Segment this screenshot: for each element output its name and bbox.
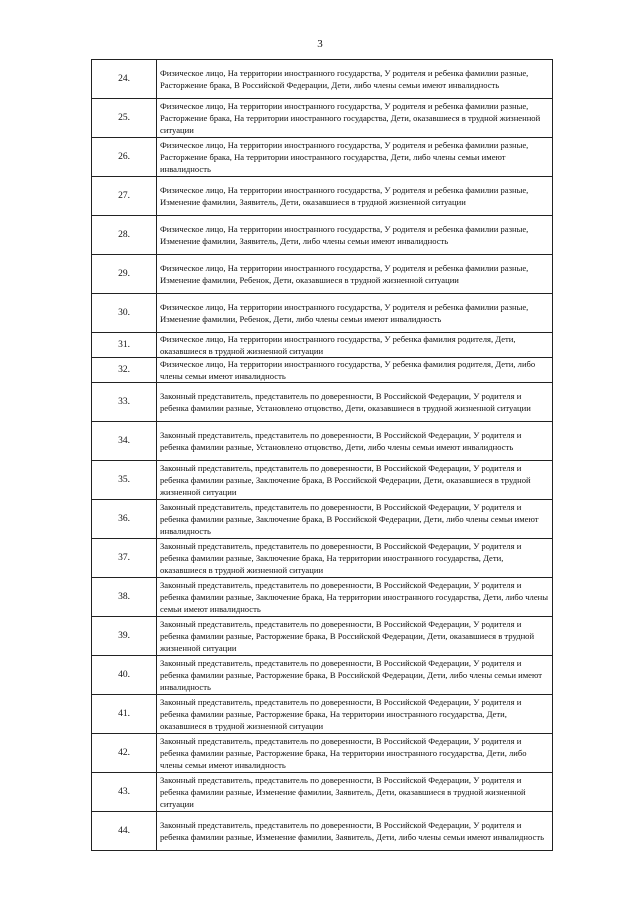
- row-text: Законный представитель, представитель по доверенности, В Российской Федерации, У родителя и ребенка фамилии разные, Установлено отцовство, Дети, оказавшиеся в трудной жизненной ситуации: [157, 383, 553, 422]
- table-row: [92, 358, 553, 383]
- row-text: Законный представитель, представитель по доверенности, В Российской Федерации, У родителя и ребенка фамилии разные, Расторжение брака, В Российской Федерации, Дети, оказавшиеся в трудной жизненной ситуации: [157, 617, 553, 656]
- row-number: 29.: [92, 255, 157, 294]
- row-text: Физическое лицо, На территории иностранного государства, У родителя и ребенка фамилии разные, Изменение фамилии, Ребенок, Дети, либо члены семьи имеют инвалидность: [157, 294, 553, 333]
- row-text: Физическое лицо, На территории иностранного государства, У ребенка фамилия родителя, Дети, оказавшиеся в трудной жизненной ситуации: [157, 333, 553, 358]
- row-number: 35.: [92, 461, 157, 500]
- table-row: [92, 422, 553, 461]
- row-number: 44.: [92, 812, 157, 851]
- row-text: Физическое лицо, На территории иностранного государства, У родителя и ребенка фамилии разные, Расторжение брака, На территории иностранного государства, Дети, либо члены семьи имеют инвалидность: [157, 138, 553, 177]
- row-number: 39.: [92, 617, 157, 656]
- table-row: [92, 500, 553, 539]
- row-text: Физическое лицо, На территории иностранного государства, У родителя и ребенка фамилии разные, Расторжение брака, В Российской Федерации, Дети, либо члены семьи имеют инвалидность: [157, 60, 553, 99]
- row-number: 25.: [92, 99, 157, 138]
- table-row: [92, 294, 553, 333]
- row-text: Физическое лицо, На территории иностранного государства, У родителя и ребенка фамилии разные, Изменение фамилии, Ребенок, Дети, оказавшиеся в трудной жизненной ситуации: [157, 255, 553, 294]
- table-row: [92, 812, 553, 851]
- table-row: [92, 617, 553, 656]
- row-number: 37.: [92, 539, 157, 578]
- row-number: 31.: [92, 333, 157, 358]
- row-text: Законный представитель, представитель по доверенности, В Российской Федерации, У родителя и ребенка фамилии разные, Установлено отцовство, Дети, либо члены семьи имеют инвалидность: [157, 422, 553, 461]
- table-row: [92, 695, 553, 734]
- table-row: [92, 578, 553, 617]
- row-text: Законный представитель, представитель по доверенности, В Российской Федерации, У родителя и ребенка фамилии разные, Расторжение брака, На территории иностранного государства, Дети, оказавшиеся в трудной жизненной ситуации: [157, 695, 553, 734]
- row-text: Физическое лицо, На территории иностранного государства, У родителя и ребенка фамилии разные, Изменение фамилии, Заявитель, Дети, либо члены семьи имеют инвалидность: [157, 216, 553, 255]
- row-number: 32.: [92, 358, 157, 383]
- row-number: 36.: [92, 500, 157, 539]
- row-number: 38.: [92, 578, 157, 617]
- row-text: Законный представитель, представитель по доверенности, В Российской Федерации, У родителя и ребенка фамилии разные, Изменение фамилии, Заявитель, Дети, оказавшиеся в трудной жизненной ситуации: [157, 773, 553, 812]
- row-number: 41.: [92, 695, 157, 734]
- row-text: Законный представитель, представитель по доверенности, В Российской Федерации, У родителя и ребенка фамилии разные, Заключение брака, В Российской Федерации, Дети, либо члены семьи имеют инвалидность: [157, 500, 553, 539]
- table-row: [92, 383, 553, 422]
- table-row: [92, 461, 553, 500]
- row-number: 40.: [92, 656, 157, 695]
- table-row: [92, 773, 553, 812]
- row-number: 27.: [92, 177, 157, 216]
- row-number: 34.: [92, 422, 157, 461]
- document-table: [91, 59, 553, 851]
- row-number: 30.: [92, 294, 157, 333]
- table-row: [92, 734, 553, 773]
- row-number: 42.: [92, 734, 157, 773]
- row-number: 24.: [92, 60, 157, 99]
- table-row: [92, 255, 553, 294]
- row-text: Законный представитель, представитель по доверенности, В Российской Федерации, У родителя и ребенка фамилии разные, Заключение брака, В Российской Федерации, Дети, оказавшиеся в трудной жизненной ситуации: [157, 461, 553, 500]
- row-number: 33.: [92, 383, 157, 422]
- row-text: Законный представитель, представитель по доверенности, В Российской Федерации, У родителя и ребенка фамилии разные, Заключение брака, На территории иностранного государства, Дети, либо члены семьи имеют инвалидность: [157, 578, 553, 617]
- row-text: Законный представитель, представитель по доверенности, В Российской Федерации, У родителя и ребенка фамилии разные, Расторжение брака, На территории иностранного государства, Дети, либо члены семьи имеют инвалидность: [157, 734, 553, 773]
- table-row: [92, 216, 553, 255]
- row-number: 43.: [92, 773, 157, 812]
- table-row: [92, 656, 553, 695]
- row-number: 26.: [92, 138, 157, 177]
- table-row: [92, 333, 553, 358]
- table-row: [92, 539, 553, 578]
- row-text: Законный представитель, представитель по доверенности, В Российской Федерации, У родителя и ребенка фамилии разные, Заключение брака, На территории иностранного государства, Дети, оказавшиеся в трудной жизненной ситуации: [157, 539, 553, 578]
- table-row: [92, 99, 553, 138]
- row-text: Физическое лицо, На территории иностранного государства, У ребенка фамилия родителя, Дети, либо члены семьи имеют инвалидность: [157, 358, 553, 383]
- table-row: [92, 60, 553, 99]
- row-text: Законный представитель, представитель по доверенности, В Российской Федерации, У родителя и ребенка фамилии разные, Расторжение брака, В Российской Федерации, Дети, либо члены семьи имеют инвалидность: [157, 656, 553, 695]
- table-row: [92, 177, 553, 216]
- page-number: 3: [317, 38, 323, 50]
- row-text: Физическое лицо, На территории иностранного государства, У родителя и ребенка фамилии разные, Изменение фамилии, Заявитель, Дети, оказавшиеся в трудной жизненной ситуации: [157, 177, 553, 216]
- table-row: [92, 138, 553, 177]
- row-number: 28.: [92, 216, 157, 255]
- row-text: Законный представитель, представитель по доверенности, В Российской Федерации, У родителя и ребенка фамилии разные, Изменение фамилии, Заявитель, Дети, либо члены семьи имеют инвалидность: [157, 812, 553, 851]
- row-text: Физическое лицо, На территории иностранного государства, У родителя и ребенка фамилии разные, Расторжение брака, На территории иностранного государства, Дети, оказавшиеся в трудной жизненной ситуации: [157, 99, 553, 138]
